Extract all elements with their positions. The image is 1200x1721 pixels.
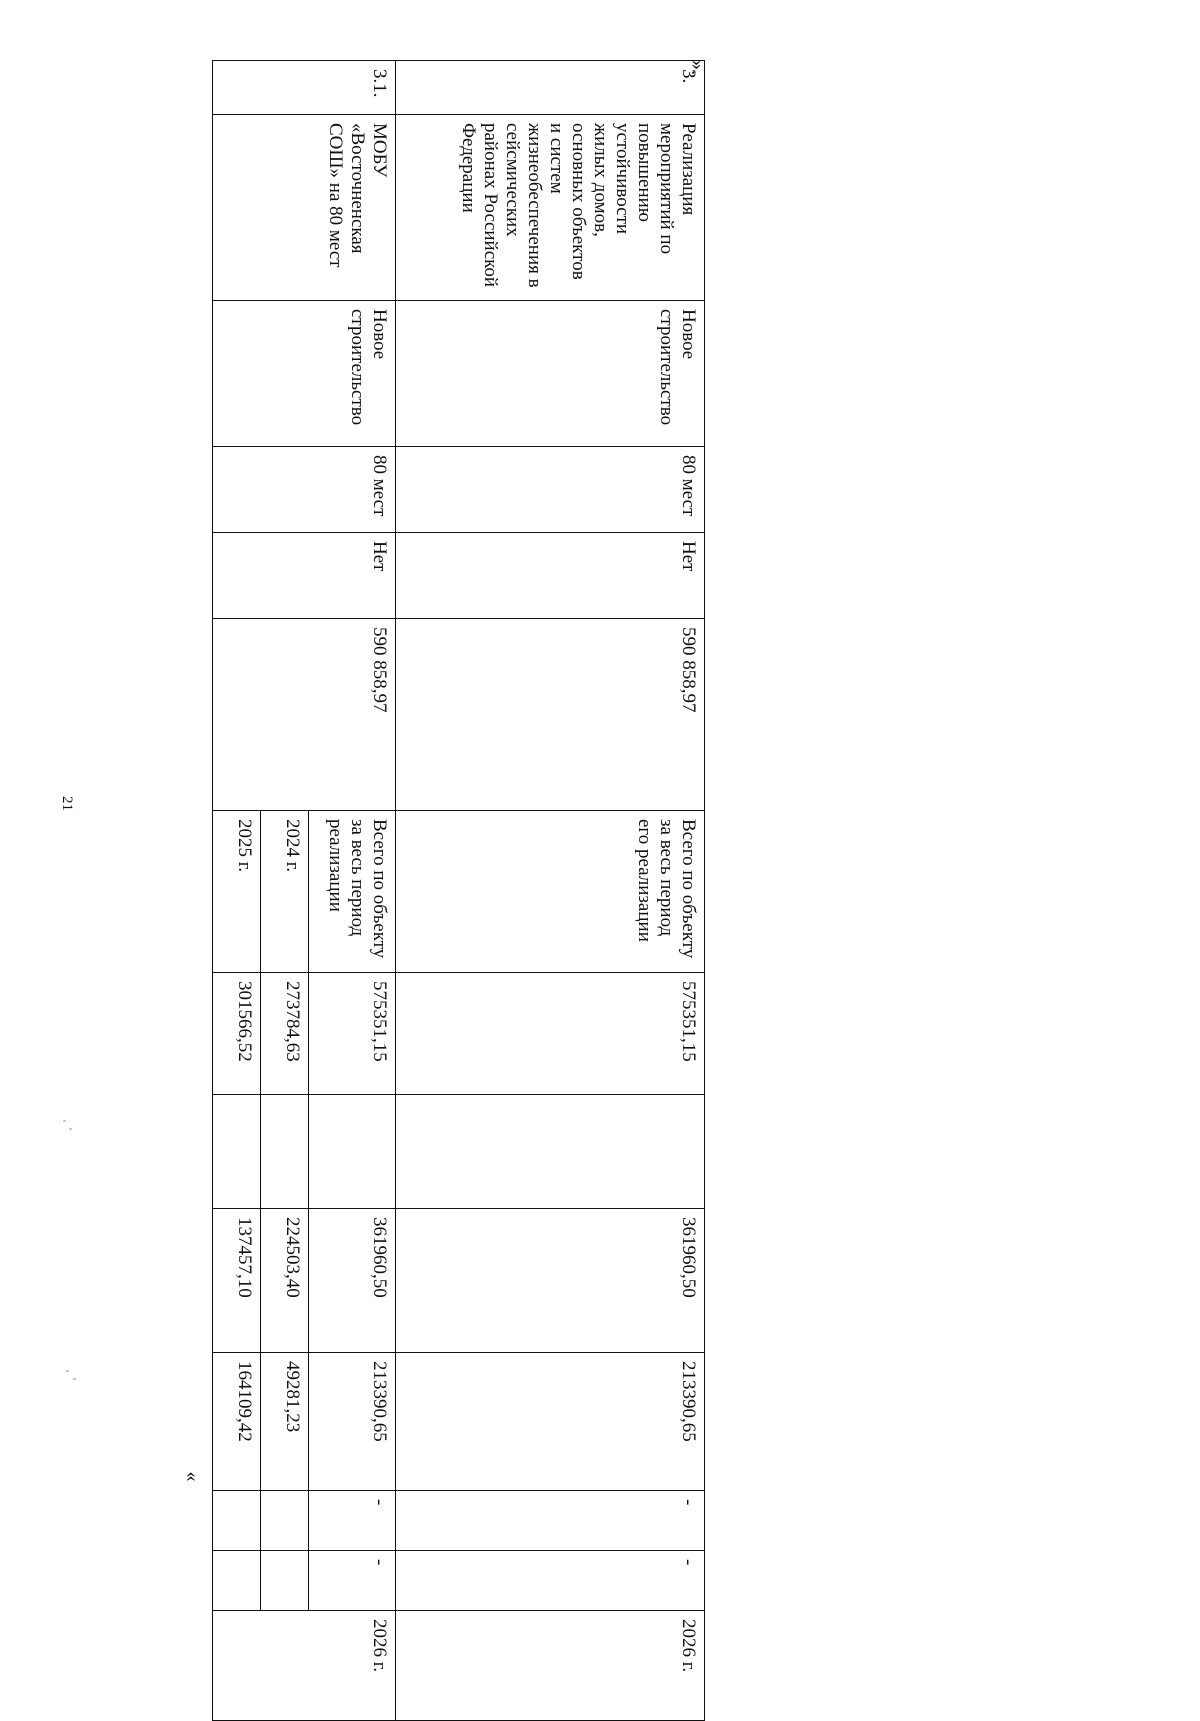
estimated-cost: 590 858,97 [213,619,396,811]
period-label: Всего по объекту за весь период реализации [308,811,395,973]
row-number: 3. [395,61,704,115]
scan-speck [69,1128,72,1130]
value-b: 49281,23 [260,1353,308,1491]
empty-value [308,1095,395,1209]
year-label: 2024 г. [260,811,308,973]
table-row [395,61,704,1721]
value-c [213,1491,261,1551]
value-b: 213390,65 [395,1353,704,1491]
empty-value [260,1095,308,1209]
construction-type: Новое строительство [213,301,396,447]
total-value: 301566,52 [213,973,261,1095]
value-c: - [308,1491,395,1551]
total-value: 273784,63 [260,973,308,1095]
table-row [308,61,395,1721]
value-a: 361960,50 [395,1209,704,1353]
value-d: - [395,1551,704,1611]
scan-speck [73,1378,76,1380]
total-value: 575351,15 [395,973,704,1095]
closing-quote: ». [687,60,709,75]
completion-year: 2026 г. [213,1611,396,1721]
value-a: 361960,50 [308,1209,395,1353]
object-name: Реализация мероприятий по повышению устойчивости жилых домов, основных объектов и систем жизнеобеспечения в сейсмических районах Российской Федерации [395,115,704,301]
period-label: Всего по объекту за весь период его реализации [395,811,704,973]
flag-value: Нет [395,533,704,619]
value-b: 213390,65 [308,1353,395,1491]
rotated-table-container [212,60,705,1673]
empty-value [213,1095,261,1209]
investment-table [212,60,705,1721]
value-d [260,1551,308,1611]
completion-year: 2026 г. [395,1611,704,1721]
value-a: 224503,40 [260,1209,308,1353]
value-a: 137457,10 [213,1209,261,1353]
page-number: 21 [59,796,75,811]
value-c [260,1491,308,1551]
scan-speck [66,1370,69,1372]
total-value: 575351,15 [308,973,395,1095]
estimated-cost: 590 858,97 [395,619,704,811]
value-d: - [308,1551,395,1611]
scan-speck [63,1120,66,1122]
value-d [213,1551,261,1611]
empty-value [395,1095,704,1209]
object-name: МОБУ «Восточненская СОШ» на 80 мест [213,115,396,301]
flag-value: Нет [213,533,396,619]
construction-type: Новое строительство [395,301,704,447]
capacity: 80 мест [395,447,704,533]
year-label: 2025 г. [213,811,261,973]
capacity: 80 мест [213,447,396,533]
row-number: 3.1. [213,61,396,115]
value-c: - [395,1491,704,1551]
value-b: 164109,42 [213,1353,261,1491]
opening-quote: « [181,1471,204,1482]
